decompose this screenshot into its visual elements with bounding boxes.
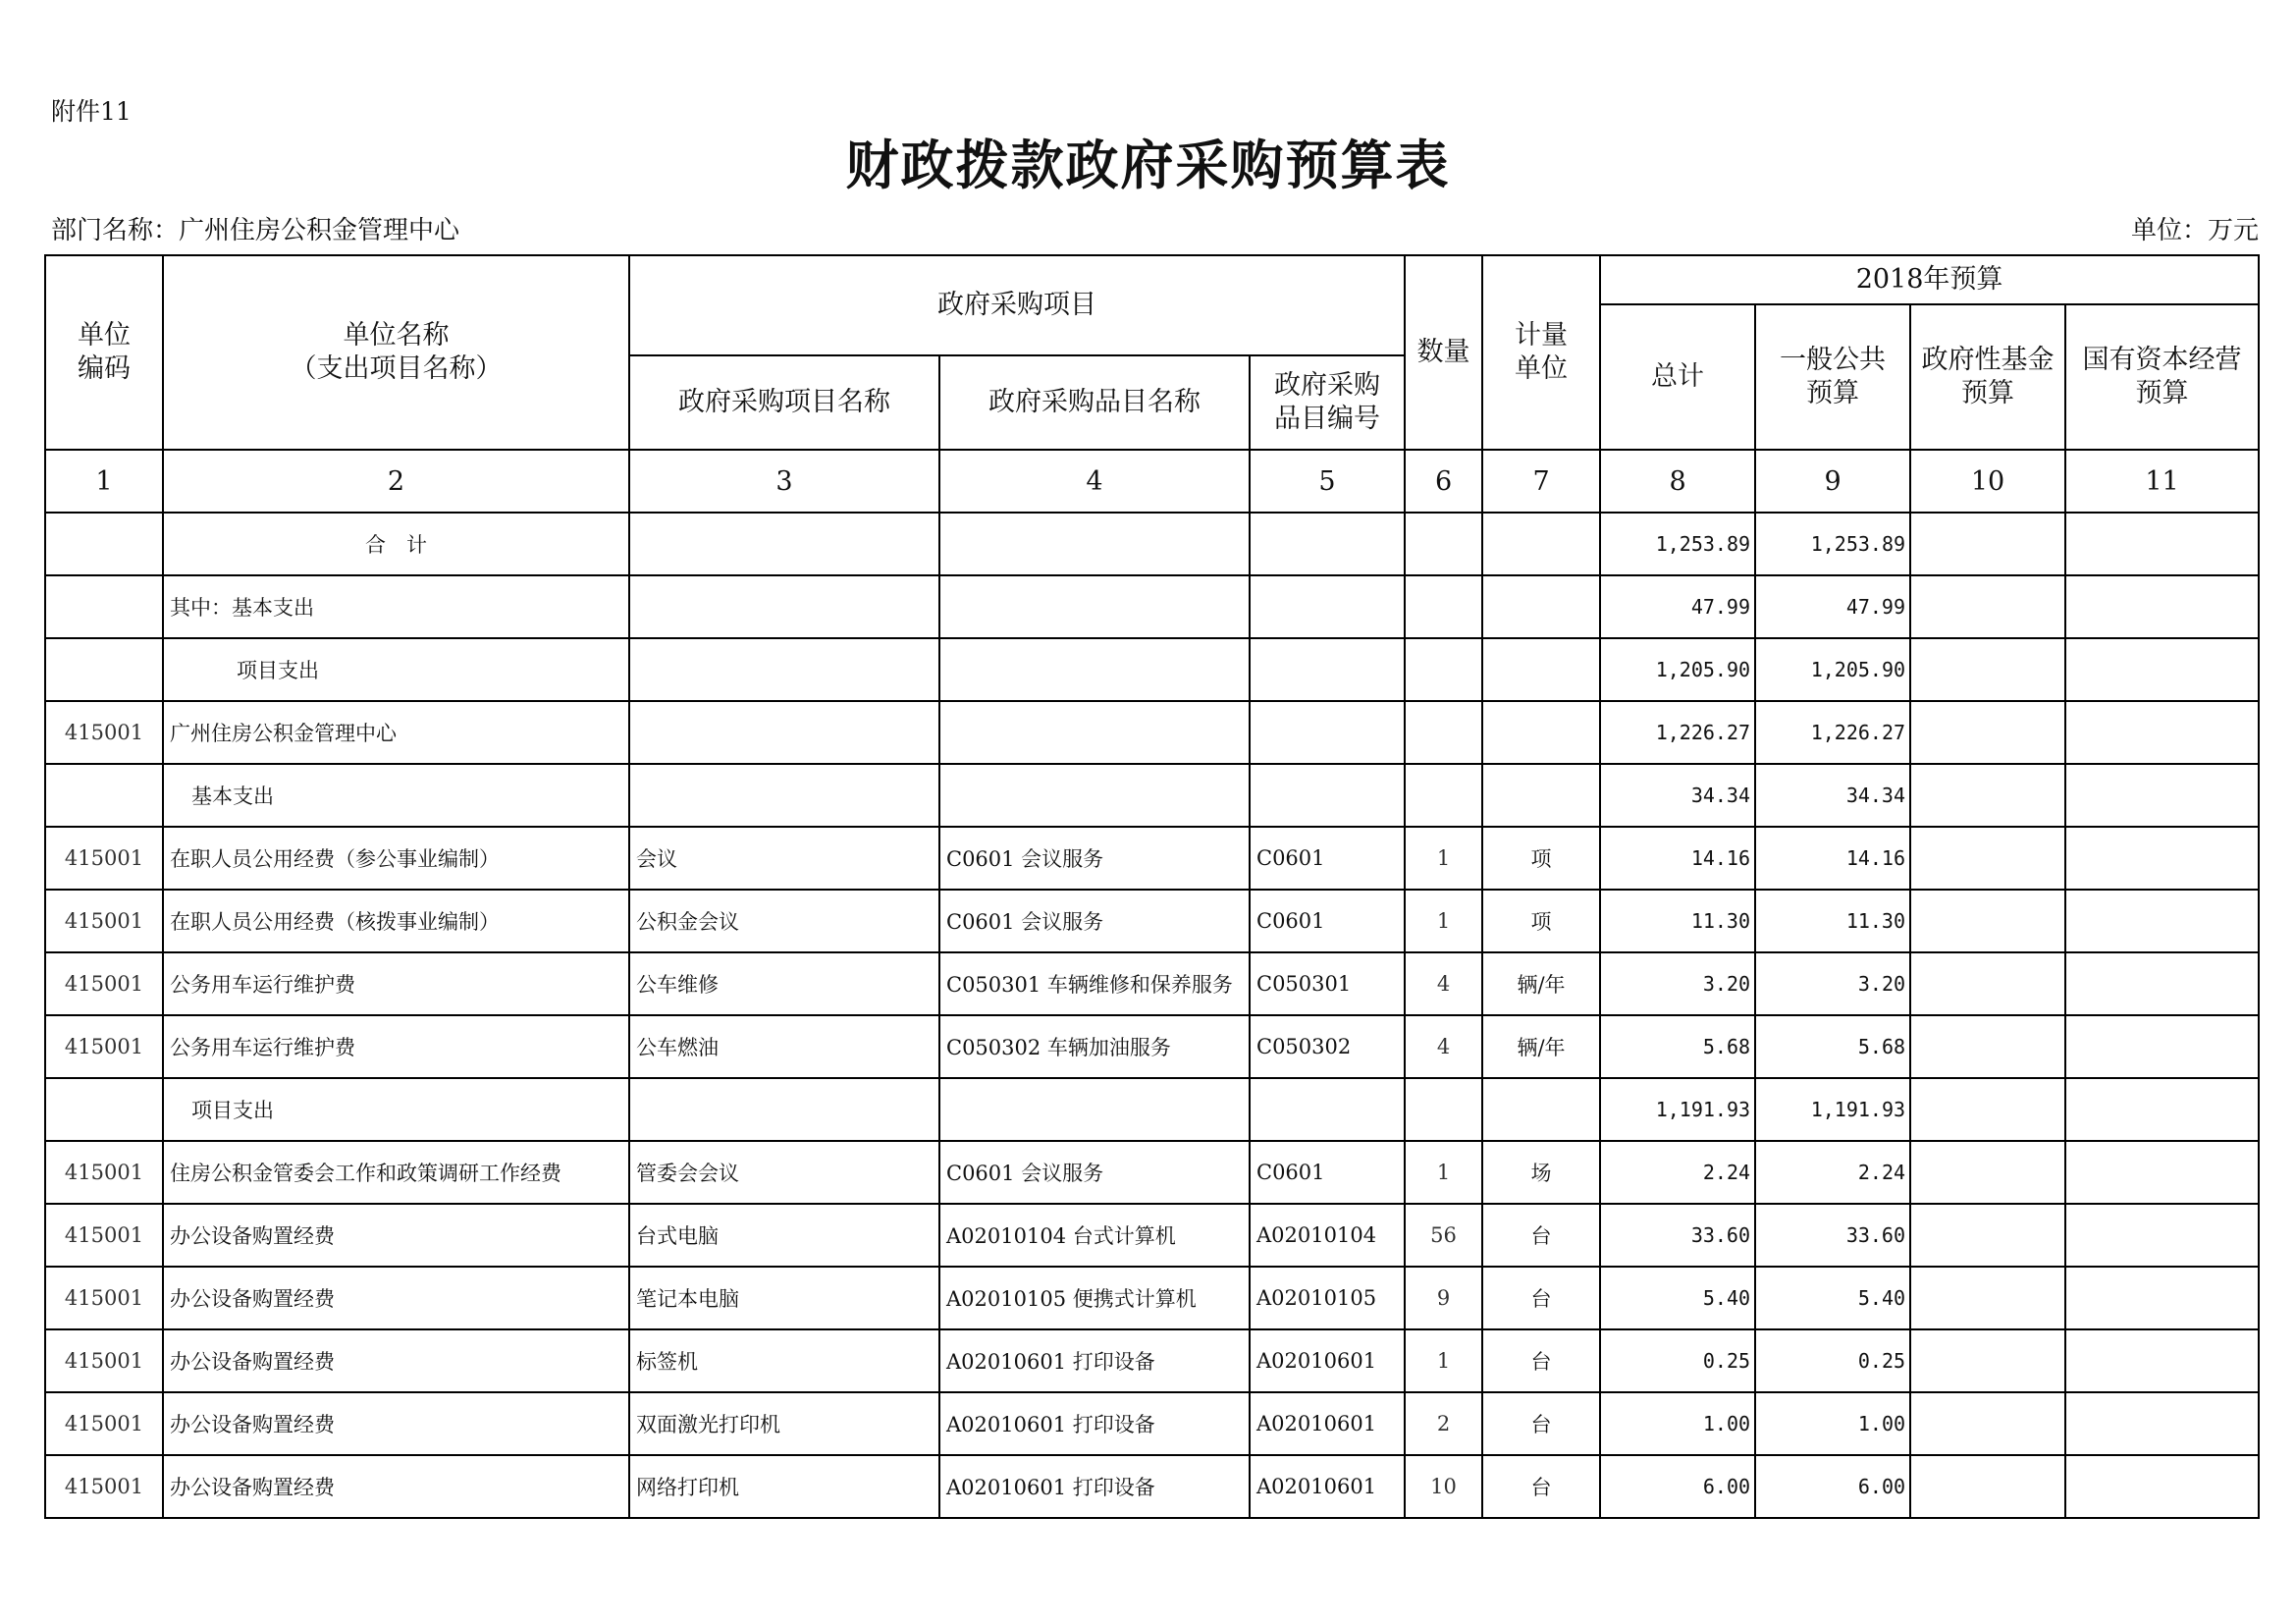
row-state-capital-cell <box>2065 575 2259 638</box>
row-qty-cell <box>1405 513 1482 575</box>
table-row <box>45 513 2259 575</box>
row-uom-cell <box>1482 513 1600 575</box>
row-proc-category-cell <box>939 764 1250 827</box>
row-code-cell <box>45 638 163 701</box>
index-cell: 3 <box>629 450 939 513</box>
row-general-cell: 1,205.90 <box>1755 638 1910 701</box>
row-proc-category-cell: A02010601 打印设备 <box>939 1392 1250 1455</box>
row-uom-cell: 台 <box>1482 1267 1600 1329</box>
row-qty-cell: 1 <box>1405 827 1482 890</box>
row-uom-cell: 台 <box>1482 1329 1600 1392</box>
row-proc-item-cell: 公积金会议 <box>629 890 939 952</box>
index-cell: 6 <box>1405 450 1482 513</box>
col-header-general: 一般公共 预算 <box>1755 304 1910 450</box>
row-general-cell: 1,253.89 <box>1755 513 1910 575</box>
row-qty-cell <box>1405 638 1482 701</box>
row-total-cell: 1,191.93 <box>1600 1078 1755 1141</box>
row-gov-fund-cell <box>1910 952 2065 1015</box>
row-gov-fund-cell <box>1910 1078 2065 1141</box>
row-name-cell: 其中：基本支出 <box>163 575 629 638</box>
row-uom-cell: 辆/年 <box>1482 952 1600 1015</box>
row-proc-item-cell: 公车维修 <box>629 952 939 1015</box>
row-gov-fund-cell <box>1910 1392 2065 1455</box>
table-row <box>45 890 2259 952</box>
row-proc-category-cell <box>939 638 1250 701</box>
row-general-cell: 6.00 <box>1755 1455 1910 1518</box>
row-gov-fund-cell <box>1910 1204 2065 1267</box>
row-proc-category-cell <box>939 513 1250 575</box>
index-cell: 11 <box>2065 450 2259 513</box>
row-name-cell: 公务用车运行维护费 <box>163 1015 629 1078</box>
row-proc-category-cell <box>939 701 1250 764</box>
row-cat-code-cell: A02010104 <box>1250 1204 1405 1267</box>
col-header-proc-cat-code: 政府采购 品目编号 <box>1250 355 1405 450</box>
row-name-cell: 基本支出 <box>163 764 629 827</box>
row-proc-item-cell <box>629 638 939 701</box>
row-code-cell: 415001 <box>45 952 163 1015</box>
row-qty-cell <box>1405 1078 1482 1141</box>
row-uom-cell: 项 <box>1482 890 1600 952</box>
col-header-qty: 数量 <box>1405 255 1482 450</box>
row-uom-cell: 台 <box>1482 1392 1600 1455</box>
row-gov-fund-cell <box>1910 513 2065 575</box>
row-gov-fund-cell <box>1910 1267 2065 1329</box>
row-qty-cell: 2 <box>1405 1392 1482 1455</box>
row-state-capital-cell <box>2065 764 2259 827</box>
col-header-proc-group: 政府采购项目 <box>629 255 1405 355</box>
index-cell: 7 <box>1482 450 1600 513</box>
row-gov-fund-cell <box>1910 701 2065 764</box>
row-total-cell: 34.34 <box>1600 764 1755 827</box>
row-code-cell <box>45 575 163 638</box>
row-qty-cell <box>1405 764 1482 827</box>
row-cat-code-cell: C0601 <box>1250 827 1405 890</box>
row-code-cell: 415001 <box>45 701 163 764</box>
row-cat-code-cell: A02010105 <box>1250 1267 1405 1329</box>
row-uom-cell: 台 <box>1482 1455 1600 1518</box>
index-cell: 10 <box>1910 450 2065 513</box>
row-proc-item-cell: 台式电脑 <box>629 1204 939 1267</box>
row-cat-code-cell <box>1250 764 1405 827</box>
row-name-cell: 公务用车运行维护费 <box>163 952 629 1015</box>
budget-table <box>44 254 2260 1519</box>
row-cat-code-cell: A02010601 <box>1250 1329 1405 1392</box>
col-header-uom: 计量 单位 <box>1482 255 1600 450</box>
row-state-capital-cell <box>2065 952 2259 1015</box>
row-gov-fund-cell <box>1910 1329 2065 1392</box>
row-cat-code-cell <box>1250 575 1405 638</box>
row-total-cell: 47.99 <box>1600 575 1755 638</box>
row-uom-cell: 台 <box>1482 1204 1600 1267</box>
col-header-total: 总计 <box>1600 304 1755 450</box>
row-cat-code-cell: A02010601 <box>1250 1392 1405 1455</box>
row-total-cell: 3.20 <box>1600 952 1755 1015</box>
row-state-capital-cell <box>2065 638 2259 701</box>
row-code-cell <box>45 513 163 575</box>
row-proc-item-cell: 笔记本电脑 <box>629 1267 939 1329</box>
row-general-cell: 47.99 <box>1755 575 1910 638</box>
row-proc-item-cell <box>629 575 939 638</box>
row-qty-cell: 10 <box>1405 1455 1482 1518</box>
table-row <box>45 1204 2259 1267</box>
index-row <box>45 450 2259 513</box>
index-cell: 8 <box>1600 450 1755 513</box>
row-cat-code-cell: C0601 <box>1250 890 1405 952</box>
row-name-cell: 办公设备购置经费 <box>163 1204 629 1267</box>
row-total-cell: 2.24 <box>1600 1141 1755 1204</box>
row-proc-category-cell: C0601 会议服务 <box>939 1141 1250 1204</box>
row-name-cell: 在职人员公用经费（参公事业编制） <box>163 827 629 890</box>
row-gov-fund-cell <box>1910 1141 2065 1204</box>
row-code-cell: 415001 <box>45 1329 163 1392</box>
row-total-cell: 1.00 <box>1600 1392 1755 1455</box>
row-gov-fund-cell <box>1910 1015 2065 1078</box>
row-name-cell: 项目支出 <box>163 1078 629 1141</box>
row-code-cell: 415001 <box>45 890 163 952</box>
row-general-cell: 33.60 <box>1755 1204 1910 1267</box>
row-proc-item-cell: 管委会会议 <box>629 1141 939 1204</box>
row-code-cell: 415001 <box>45 1141 163 1204</box>
table-row <box>45 638 2259 701</box>
row-gov-fund-cell <box>1910 575 2065 638</box>
row-total-cell: 1,226.27 <box>1600 701 1755 764</box>
row-name-cell: 广州住房公积金管理中心 <box>163 701 629 764</box>
row-uom-cell: 场 <box>1482 1141 1600 1204</box>
row-qty-cell: 1 <box>1405 1141 1482 1204</box>
row-state-capital-cell <box>2065 827 2259 890</box>
row-total-cell: 11.30 <box>1600 890 1755 952</box>
row-uom-cell <box>1482 1078 1600 1141</box>
row-code-cell: 415001 <box>45 1267 163 1329</box>
col-header-proc-item: 政府采购项目名称 <box>629 355 939 450</box>
row-state-capital-cell <box>2065 1015 2259 1078</box>
row-state-capital-cell <box>2065 1204 2259 1267</box>
table-row <box>45 1141 2259 1204</box>
row-general-cell: 2.24 <box>1755 1141 1910 1204</box>
row-state-capital-cell <box>2065 1267 2259 1329</box>
table-row <box>45 1267 2259 1329</box>
row-proc-item-cell: 双面激光打印机 <box>629 1392 939 1455</box>
row-cat-code-cell: C050301 <box>1250 952 1405 1015</box>
row-proc-item-cell <box>629 513 939 575</box>
row-total-cell: 6.00 <box>1600 1455 1755 1518</box>
row-general-cell: 3.20 <box>1755 952 1910 1015</box>
row-gov-fund-cell <box>1910 1455 2065 1518</box>
col-header-gov-fund: 政府性基金 预算 <box>1910 304 2065 450</box>
row-uom-cell <box>1482 764 1600 827</box>
row-cat-code-cell: A02010601 <box>1250 1455 1405 1518</box>
col-header-state-capital: 国有资本经营 预算 <box>2065 304 2259 450</box>
row-total-cell: 5.68 <box>1600 1015 1755 1078</box>
row-total-cell: 33.60 <box>1600 1204 1755 1267</box>
row-cat-code-cell <box>1250 513 1405 575</box>
row-state-capital-cell <box>2065 1455 2259 1518</box>
index-cell: 1 <box>45 450 163 513</box>
row-cat-code-cell <box>1250 701 1405 764</box>
row-uom-cell <box>1482 575 1600 638</box>
row-proc-item-cell: 公车燃油 <box>629 1015 939 1078</box>
row-state-capital-cell <box>2065 701 2259 764</box>
row-code-cell: 415001 <box>45 1204 163 1267</box>
row-proc-item-cell <box>629 701 939 764</box>
table-row <box>45 575 2259 638</box>
row-state-capital-cell <box>2065 513 2259 575</box>
row-total-cell: 1,253.89 <box>1600 513 1755 575</box>
table-row <box>45 952 2259 1015</box>
row-gov-fund-cell <box>1910 638 2065 701</box>
table-row <box>45 1015 2259 1078</box>
index-cell: 9 <box>1755 450 1910 513</box>
table-row <box>45 1078 2259 1141</box>
row-cat-code-cell <box>1250 638 1405 701</box>
row-code-cell <box>45 1078 163 1141</box>
row-proc-category-cell: A02010601 打印设备 <box>939 1455 1250 1518</box>
row-code-cell: 415001 <box>45 827 163 890</box>
row-general-cell: 5.68 <box>1755 1015 1910 1078</box>
table-row <box>45 1455 2259 1518</box>
row-state-capital-cell <box>2065 1329 2259 1392</box>
row-general-cell: 14.16 <box>1755 827 1910 890</box>
row-state-capital-cell <box>2065 1392 2259 1455</box>
row-general-cell: 1.00 <box>1755 1392 1910 1455</box>
row-qty-cell <box>1405 701 1482 764</box>
row-gov-fund-cell <box>1910 890 2065 952</box>
table-row <box>45 827 2259 890</box>
row-proc-item-cell: 会议 <box>629 827 939 890</box>
row-code-cell: 415001 <box>45 1455 163 1518</box>
row-total-cell: 1,205.90 <box>1600 638 1755 701</box>
row-uom-cell <box>1482 638 1600 701</box>
row-qty-cell: 4 <box>1405 952 1482 1015</box>
row-proc-category-cell: C0601 会议服务 <box>939 827 1250 890</box>
row-proc-category-cell: C0601 会议服务 <box>939 890 1250 952</box>
row-qty-cell: 1 <box>1405 890 1482 952</box>
row-name-cell: 办公设备购置经费 <box>163 1455 629 1518</box>
col-header-name: 单位名称 （支出项目名称） <box>163 255 629 450</box>
row-state-capital-cell <box>2065 1078 2259 1141</box>
unit-label: 单位：万元 <box>2130 216 2259 245</box>
row-proc-category-cell: A02010601 打印设备 <box>939 1329 1250 1392</box>
row-name-cell: 住房公积金管委会工作和政策调研工作经费 <box>163 1141 629 1204</box>
row-proc-category-cell: A02010105 便携式计算机 <box>939 1267 1250 1329</box>
table-row <box>45 764 2259 827</box>
row-qty-cell: 1 <box>1405 1329 1482 1392</box>
row-name-cell: 在职人员公用经费（核拨事业编制） <box>163 890 629 952</box>
col-header-code: 单位 编码 <box>45 255 163 450</box>
row-proc-item-cell: 标签机 <box>629 1329 939 1392</box>
row-total-cell: 14.16 <box>1600 827 1755 890</box>
col-header-proc-category: 政府采购品目名称 <box>939 355 1250 450</box>
row-name-cell: 合 计 <box>163 513 629 575</box>
index-cell: 5 <box>1250 450 1405 513</box>
attachment-label: 附件11 <box>51 97 132 126</box>
table-row <box>45 1329 2259 1392</box>
row-proc-category-cell: C050301 车辆维修和保养服务 <box>939 952 1250 1015</box>
row-uom-cell: 项 <box>1482 827 1600 890</box>
row-name-cell: 办公设备购置经费 <box>163 1329 629 1392</box>
table-row <box>45 701 2259 764</box>
row-state-capital-cell <box>2065 890 2259 952</box>
row-cat-code-cell: C0601 <box>1250 1141 1405 1204</box>
row-total-cell: 5.40 <box>1600 1267 1755 1329</box>
row-uom-cell <box>1482 701 1600 764</box>
page-title: 财政拨款政府采购预算表 <box>845 134 1451 196</box>
row-general-cell: 5.40 <box>1755 1267 1910 1329</box>
row-general-cell: 1,191.93 <box>1755 1078 1910 1141</box>
row-general-cell: 34.34 <box>1755 764 1910 827</box>
row-total-cell: 0.25 <box>1600 1329 1755 1392</box>
row-cat-code-cell: C050302 <box>1250 1015 1405 1078</box>
row-general-cell: 11.30 <box>1755 890 1910 952</box>
index-cell: 2 <box>163 450 629 513</box>
table-row <box>45 1392 2259 1455</box>
row-general-cell: 0.25 <box>1755 1329 1910 1392</box>
col-header-budget-group: 2018年预算 <box>1600 255 2259 304</box>
row-proc-item-cell <box>629 1078 939 1141</box>
row-general-cell: 1,226.27 <box>1755 701 1910 764</box>
row-gov-fund-cell <box>1910 764 2065 827</box>
department-name: 部门名称：广州住房公积金管理中心 <box>51 216 460 245</box>
row-name-cell: 办公设备购置经费 <box>163 1392 629 1455</box>
row-proc-category-cell: C050302 车辆加油服务 <box>939 1015 1250 1078</box>
row-state-capital-cell <box>2065 1141 2259 1204</box>
row-qty-cell: 9 <box>1405 1267 1482 1329</box>
index-cell: 4 <box>939 450 1250 513</box>
row-proc-category-cell: A02010104 台式计算机 <box>939 1204 1250 1267</box>
row-qty-cell <box>1405 575 1482 638</box>
row-code-cell: 415001 <box>45 1015 163 1078</box>
row-name-cell: 办公设备购置经费 <box>163 1267 629 1329</box>
row-name-cell: 项目支出 <box>163 638 629 701</box>
row-qty-cell: 4 <box>1405 1015 1482 1078</box>
row-proc-item-cell <box>629 764 939 827</box>
row-uom-cell: 辆/年 <box>1482 1015 1600 1078</box>
row-proc-category-cell <box>939 1078 1250 1141</box>
row-gov-fund-cell <box>1910 827 2065 890</box>
row-proc-category-cell <box>939 575 1250 638</box>
row-proc-item-cell: 网络打印机 <box>629 1455 939 1518</box>
row-qty-cell: 56 <box>1405 1204 1482 1267</box>
row-cat-code-cell <box>1250 1078 1405 1141</box>
row-code-cell: 415001 <box>45 1392 163 1455</box>
row-code-cell <box>45 764 163 827</box>
